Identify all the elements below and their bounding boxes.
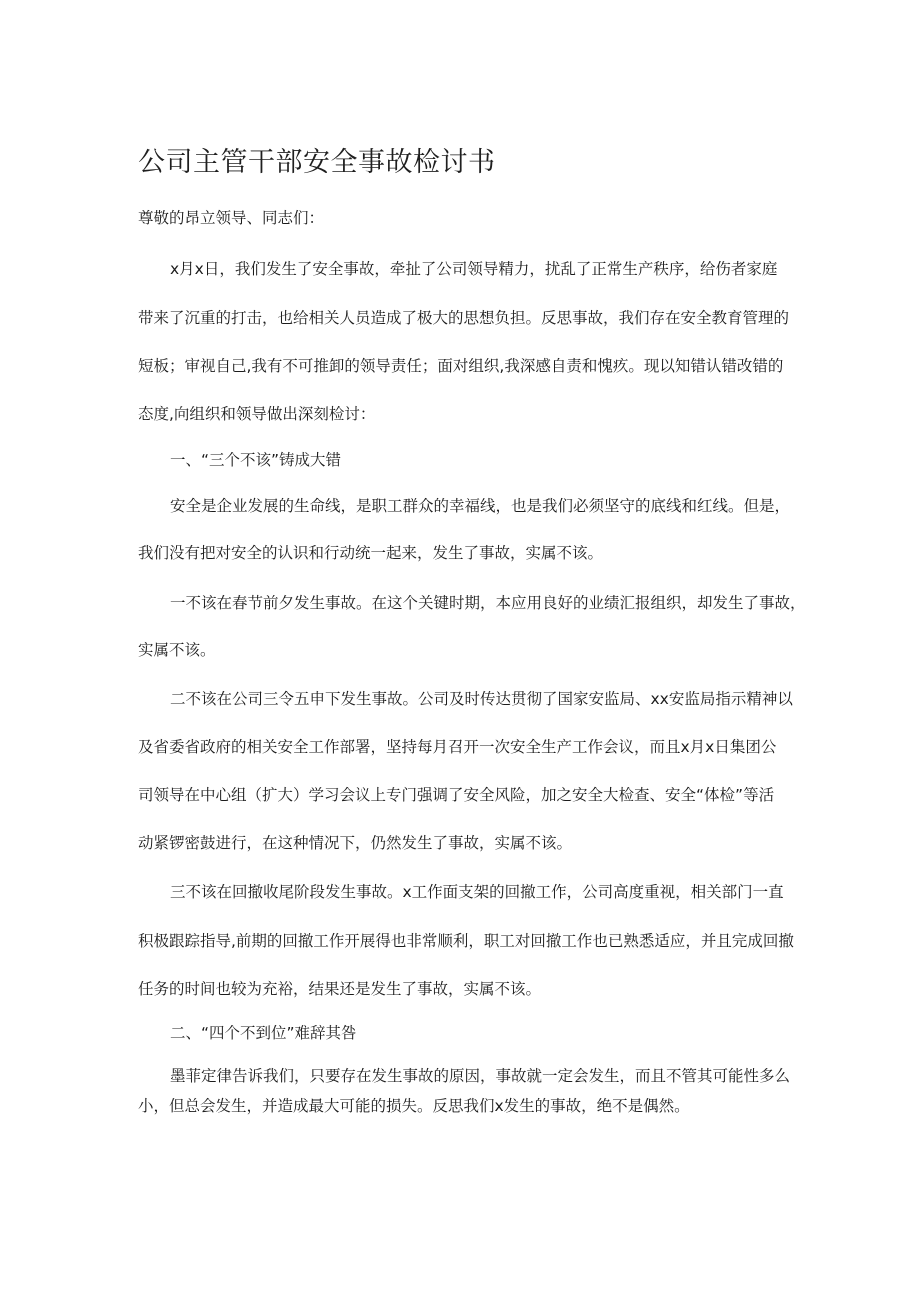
paragraph-4-line-2: 及省委省政府的相关安全工作部署，坚持每月召开一次安全生产工作会议，而且x月x日集团公 [138,738,777,756]
section-heading-2: 二、“四个不到位”难辞其咎 [170,1024,357,1042]
paragraph-1-line-2: 带来了沉重的打击，也给相关人员造成了极大的思想负担。反思事故，我们存在安全教育管理的 [138,309,790,327]
paragraph-5-line-2: 积极跟踪指导,前期的回撤工作开展得也非常顺利，职工对回撤工作也已熟悉适应，并且完成回撤 [138,932,794,950]
paragraph-5-line-1: 三不该在回撤收尾阶段发生事故。x工作面支架的回撤工作，公司高度重视，相关部门一直 [170,883,784,901]
paragraph-2-line-1: 安全是企业发展的生命线，是职工群众的幸福线，也是我们必须坚守的底线和红线。但是， [170,497,791,515]
section-heading-1: 一、“三个不该”铸成大错 [170,451,342,469]
paragraph-1-line-4: 态度,向组织和领导做出深刻检讨： [138,405,376,423]
paragraph-4-line-4: 动紧锣密鼓进行，在这种情况下，仍然发生了事故，实属不该。 [138,834,573,852]
paragraph-4-line-3: 司领导在中心组（扩大）学习会议上专门强调了安全风险，加之安全大检查、安全“体检”等活 [138,786,775,804]
paragraph-5-line-3: 任务的时间也较为充裕，结果还是发生了事故，实属不该。 [138,980,542,998]
paragraph-6-line-1: 墨菲定律告诉我们，只要存在发生事故的原因，事故就一定会发生，而且不管其可能性多么 [170,1067,791,1085]
paragraph-6-line-2: 小，但总会发生，并造成最大可能的损失。反思我们x发生的事故，绝不是偶然。 [138,1097,690,1115]
paragraph-2-line-2: 我们没有把对安全的认识和行动统一起来，发生了事故，实属不该。 [138,544,604,562]
paragraph-3-line-1: 一不该在春节前夕发生事故。在这个关键时期，本应用良好的业绩汇报组织，却发生了事故， [170,594,806,612]
salutation: 尊敬的昂立领导、同志们： [138,209,325,227]
paragraph-1-line-3: 短板；审视自己,我有不可推卸的领导责任；面对组织,我深感自责和愧疚。现以知错认错改错的 [138,357,784,375]
paragraph-3-line-2: 实属不该。 [138,641,216,659]
paragraph-1-line-1: x月x日，我们发生了安全事故，牵扯了公司领导精力，扰乱了正常生产秩序，给伤者家庭 [170,260,778,278]
document-title: 公司主管干部安全事故检讨书 [138,147,496,178]
paragraph-4-line-1: 二不该在公司三令五申下发生事故。公司及时传达贯彻了国家安监局、xx安监局指示精神以 [170,690,793,708]
